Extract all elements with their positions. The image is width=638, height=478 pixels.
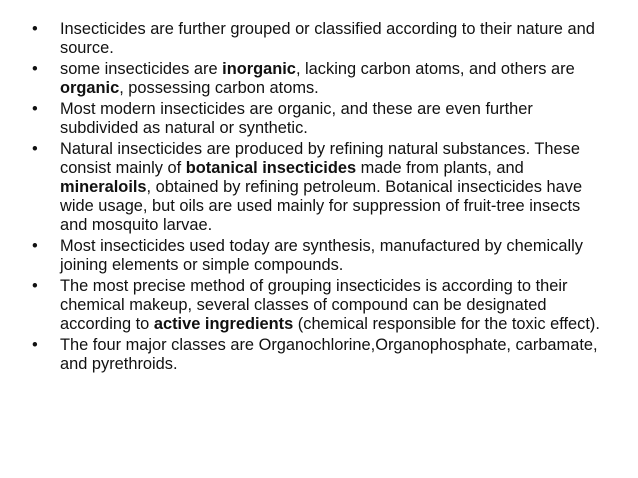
text-segment: made from plants, and — [356, 159, 524, 177]
bold-term: active ingredients — [153, 315, 294, 333]
bullet-dot-icon: • — [32, 237, 38, 255]
bold-term: botanical insecticides — [185, 159, 357, 177]
bullet-text — [60, 237, 602, 275]
text-segment: Most insecticides used today are synthesis, manufactured by chemically joining elements or simple compounds. — [60, 237, 583, 274]
bold-term: inorganic — [222, 60, 296, 78]
bullet-text — [60, 336, 602, 374]
bullet-dot-icon: • — [32, 20, 38, 38]
text-segment: The most precise method of grouping insecticides is according to their chemical makeup, several classes of compound can be designated according to — [60, 277, 568, 333]
text-segment: , possessing carbon atoms. — [119, 79, 319, 97]
bullet-item — [32, 140, 602, 235]
bullet-text — [60, 60, 602, 98]
text-segment: some insecticides are — [60, 60, 223, 78]
bullet-item — [32, 20, 602, 58]
bullet-text — [60, 20, 602, 58]
bold-term: organic — [60, 79, 120, 97]
bullet-text — [60, 100, 602, 138]
bullet-list — [32, 20, 602, 376]
bullet-dot-icon: • — [32, 277, 38, 295]
bullet-dot-icon: • — [32, 140, 38, 158]
bullet-dot-icon: • — [32, 60, 38, 78]
bullet-text — [60, 140, 602, 235]
text-segment: Insecticides are further grouped or classified according to their nature and source. — [60, 20, 595, 57]
bullet-dot-icon: • — [32, 100, 38, 118]
bullet-item — [32, 237, 602, 275]
text-segment: The four major classes are Organochlorine,Organophosphate, carbamate, and pyrethroids. — [60, 336, 598, 373]
text-segment: , lacking carbon atoms, and others are — [295, 60, 575, 78]
bullet-dot-icon: • — [32, 336, 38, 354]
bold-term: mineraloils — [60, 178, 147, 196]
text-segment: Natural insecticides are produced by refining natural substances. These consist mainly of — [60, 140, 580, 177]
bullet-text — [60, 277, 602, 334]
bullet-item — [32, 60, 602, 98]
text-segment: , obtained by refining petroleum. Botanical insecticides have wide usage, but oils are used mainly for suppression of fruit-tree insects and mosquito larvae. — [60, 178, 583, 234]
bullet-item — [32, 100, 602, 138]
text-segment: Most modern insecticides are organic, and these are even further subdivided as natural or synthetic. — [60, 100, 533, 137]
text-segment: (chemical responsible for the toxic effect). — [293, 315, 600, 333]
bullet-item — [32, 277, 602, 334]
bullet-item — [32, 336, 602, 374]
